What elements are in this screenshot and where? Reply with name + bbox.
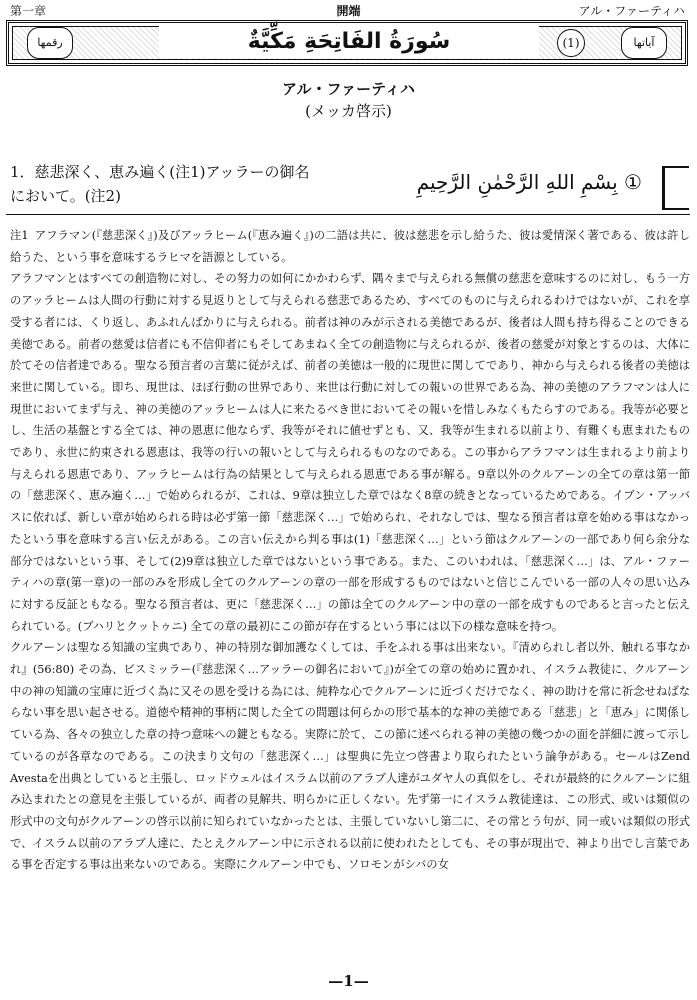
banner-medallion-left: رقمها [27,27,73,59]
banner-verse-count: (1) [557,29,585,57]
page-number: —1— [328,972,369,990]
verse-line-1: 1．慈悲深く、恵み遍く(注1)アッラーの御名 [10,163,310,181]
note-label: 注1 [10,229,29,242]
note-text: アフラマン(『慈悲深く』)及びアッラヒーム(『恵み遍く』)の二語は共に、彼は慈悲を示し給うた、彼は愛情深く著である、彼は許し給うた、という事を意味するラヒマを語源としている。 [10,229,690,264]
note-paragraph [10,225,690,268]
note-paragraph [10,637,690,876]
note-paragraph [10,268,690,637]
verse-translation [10,160,370,208]
verse-line-2: において。(注2) [10,187,121,205]
surah-name: アル・ファーティハ [282,80,415,98]
header-title: 開端 [336,4,361,18]
verse-arabic: بِسْمِ اللهِ الرَّحْمٰنِ الرَّحِيمِ ① [416,170,642,194]
banner-arabic-title: سُورَةُ الفَاتِحَةِ مَكِّيَّةٌ [159,26,539,58]
chapter-label: 第一章 [10,4,47,18]
divider-rule [6,214,690,215]
commentary-notes [10,225,690,876]
surah-subtitle: (メッカ啓示) [305,102,392,120]
surah-banner [6,20,688,66]
header-surah-name: アル・ファーティハ [578,4,685,18]
banner-medallion-right: آياتها [621,27,667,59]
note-text: クルアーンは聖なる知識の宝典であり、神の特別な御加護なくしては、手をふれる事は出来ない。『清められし者以外、触れる事なかれ』(56:80) その為、ビスミッラー(『慈悲深く…アッラーの御名において』)が全ての章の始めに置かれ、イスラム教徒に、クルアーン中の神の知識の宝庫に近づく為に又その恩を受ける為には、純粋な心でクルアーンに近づくだけでなく、神の助けを常に祈念せねばならない事を思い起させる。道徳や精神的事柄に関した全ての問題は何らかの形で基本的な神の美徳である「慈悲」と「恵み」に関係している為、各々の独立した章の持つ意味への鍵ともなる。実際に於て、この節に述べられる神の美徳の幾つかの面を詳細に渡って示しているのが各章なのである。この決まり文句の「慈悲深く…」は聖典に先立つ啓書より取られたという論争がある。セールはZend Avestaを出典としていると主張し、ロッドウェルはイスラム以前のアラブ人達がユダヤ人の真似をし、それが最終的にクルアーンに組み込まれたとの意見を主張しているが、両者の見解共、明らかに正しくない。先ず第一にイスラム教徒達は、この形式、或いは類似の形式中の文句がクルアーンの啓示以前に知られていなかったとは、主張していないし第二に、その常とう句が、同一或いは類似の形式で、イスラム以前のアラブ人達に、たとえクルアーン中に示される以前に使われたとしても、その事が現出で、神より出でし言葉である事を否定する事は出来ないのである。実際にクルアーン中でも、ソロモンがシバの女 [10,641,690,872]
note-text: アラフマンとはすべての創造物に対し、その努力の如何にかかわらず、隅々まで与えられる無償の慈悲を意味するのに対し、もう一方のアッラヒームは人間の行動に対する見返りとして与えられる慈悲であるため、すべてのものに与えられるわけではないが、これを享受する者には、くり返し、あふれんばかりに与えられる。前者は神のみが示される美徳であるが、後者は人間も持ち得ることのできる美徳である。前者の慈愛は信者にも不信仰者にもそしてあまねく全ての創造物に与えられるが、後者の慈愛が対象とするのは、大体に於てその信者達である。聖なる預言者の言葉に従がえば、前者の美徳は一般的に現世に関してであり、神から与えられる後者の美徳は来世に関している。即ち、現世は、ほぼ行動の世界であり、来世は行動に対しての報いの世界である為、神の美徳のアラフマンは人に現世においてまず与え、神の美徳のアッラヒームは人に来たるべき世においてその報いを惜しみなくもたらすのである。我等が必要とし、生活の基盤とする全ては、神の恩恵に他ならず、我等がそれに値せずとも、又、我等が生まれる以前より、有難くも恵まれたものであり、永世に約束される恩恵は、我等の行いの報いとして与えられるものなのである。この事からアラフマンは生まれるより前より与えられる恩恵であり、アッラヒームは行為の結果として与えられる恩恵である事が解る。9章以外のクルアーンの全ての章は第一節の「慈悲深く、恵み遍く…」で始められるが、これは、9章は独立した章ではなく8章の続きとなっているためである。イブン・アッバスに依れば、新しい章が始められる時は必ず第一節「慈悲深く…」で始められ、それなしでは、聖なる預言者は章を始める事はなかったという事を意味する言い伝えがある。この言い伝えから判る事は(1)「慈悲深く…」という節はクルアーンの一部であり何ら余分な部分ではないという事、そして(2)9章は独立した章ではないという事である。また、このいわれは、「慈悲深く…」は、アル・ファーティハの章(第一章)の一部のみを形成し全てのクルアーンの章の一部を形成するものではないと信じこんでいる一部の人々の思い込みに対する反証ともなる。聖なる預言者は、更に「慈悲深く…」の節は全てのクルアーン中の章の一部を成すものであると言ったと伝えられている。(ブハリとクットゥニ) 全ての章の最初にこの節が存在するという事には以下の様な意味を持つ。 [10,272,690,633]
running-header [0,0,697,22]
verse-margin-marker [662,166,689,210]
